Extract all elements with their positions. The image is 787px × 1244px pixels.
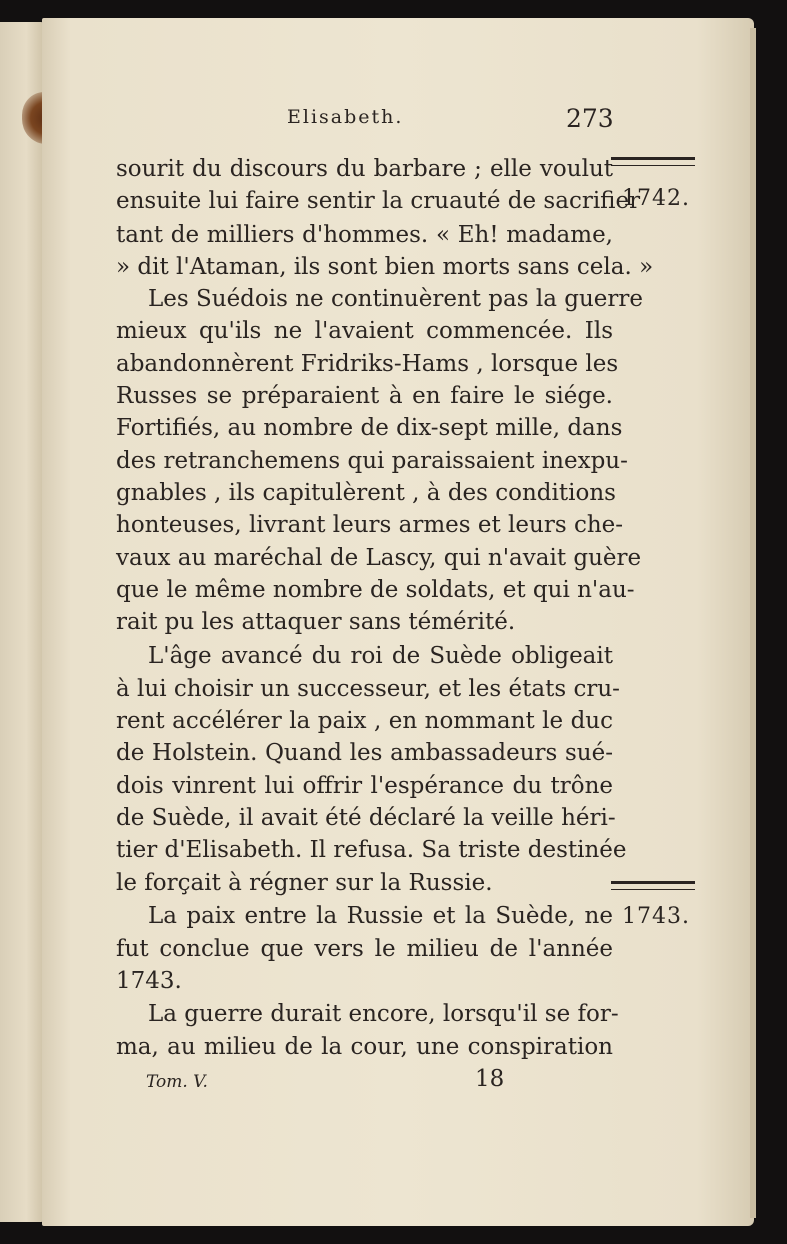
text-line: rait pu les attaquer sans témérité. <box>116 609 516 635</box>
margin-rule <box>611 889 695 890</box>
text-line: 1743. <box>116 968 182 994</box>
text-line: de Holstein. Quand les ambassadeurs sué- <box>116 740 613 766</box>
text-line: à lui choisir un successeur, et les états cru- <box>116 676 620 702</box>
text-line: Fortifiés, au nombre de dix-sept mille, dans <box>116 415 623 441</box>
text-line: La paix entre la Russie et la Suède, ne <box>148 903 613 929</box>
margin-date: 1743. <box>622 904 690 929</box>
volume-mark: Tom. V. <box>146 1072 208 1092</box>
facing-page-edge <box>0 22 44 1222</box>
signature-mark: 18 <box>475 1066 505 1092</box>
margin-rule <box>611 165 695 166</box>
text-line: La guerre durait encore, lorsqu'il se for- <box>148 1001 619 1027</box>
text-line: mieux qu'ils ne l'avaient commencée. Ils <box>116 318 613 344</box>
text-line: sourit du discours du barbare ; elle voulut <box>116 156 613 182</box>
text-line: fut conclue que vers le milieu de l'année <box>116 936 613 962</box>
text-line: L'âge avancé du roi de Suède obligeait <box>148 643 613 669</box>
text-line: vaux au maréchal de Lascy, qui n'avait guère <box>116 545 642 571</box>
text-line: tier d'Elisabeth. Il refusa. Sa triste destinée <box>116 837 627 863</box>
text-line: tant de milliers d'hommes. « Eh! madame, <box>116 222 613 248</box>
page-number: 273 <box>566 104 614 133</box>
running-head: Elisabeth. <box>287 106 404 128</box>
text-line: que le même nombre de soldats, et qui n'au- <box>116 577 635 603</box>
text-line: le forçait à régner sur la Russie. <box>116 870 493 896</box>
text-line: honteuses, livrant leurs armes et leurs che- <box>116 512 624 538</box>
text-line: de Suède, il avait été déclaré la veille héri- <box>116 805 616 831</box>
margin-rule <box>611 157 695 160</box>
text-line: ma, au milieu de la cour, une conspiration <box>116 1034 613 1060</box>
text-line: Les Suédois ne continuèrent pas la guerre <box>148 286 643 312</box>
text-line: » dit l'Ataman, ils sont bien morts sans cela. » <box>116 254 654 280</box>
margin-date: 1742. <box>622 186 690 211</box>
margin-rule <box>611 881 695 884</box>
page-fore-edge <box>750 28 756 1218</box>
text-line: abandonnèrent Fridriks-Hams , lorsque les <box>116 351 619 377</box>
text-line: Russes se préparaient à en faire le siége. <box>116 383 613 409</box>
text-line: dois vinrent lui offrir l'espérance du trône <box>116 773 613 799</box>
text-line: des retranchemens qui paraissaient inexpu- <box>116 448 628 474</box>
text-line: ensuite lui faire sentir la cruauté de sacrifier <box>116 188 641 214</box>
text-line: rent accélérer la paix , en nommant le duc <box>116 708 613 734</box>
text-line: gnables , ils capitulèrent , à des conditions <box>116 480 616 506</box>
